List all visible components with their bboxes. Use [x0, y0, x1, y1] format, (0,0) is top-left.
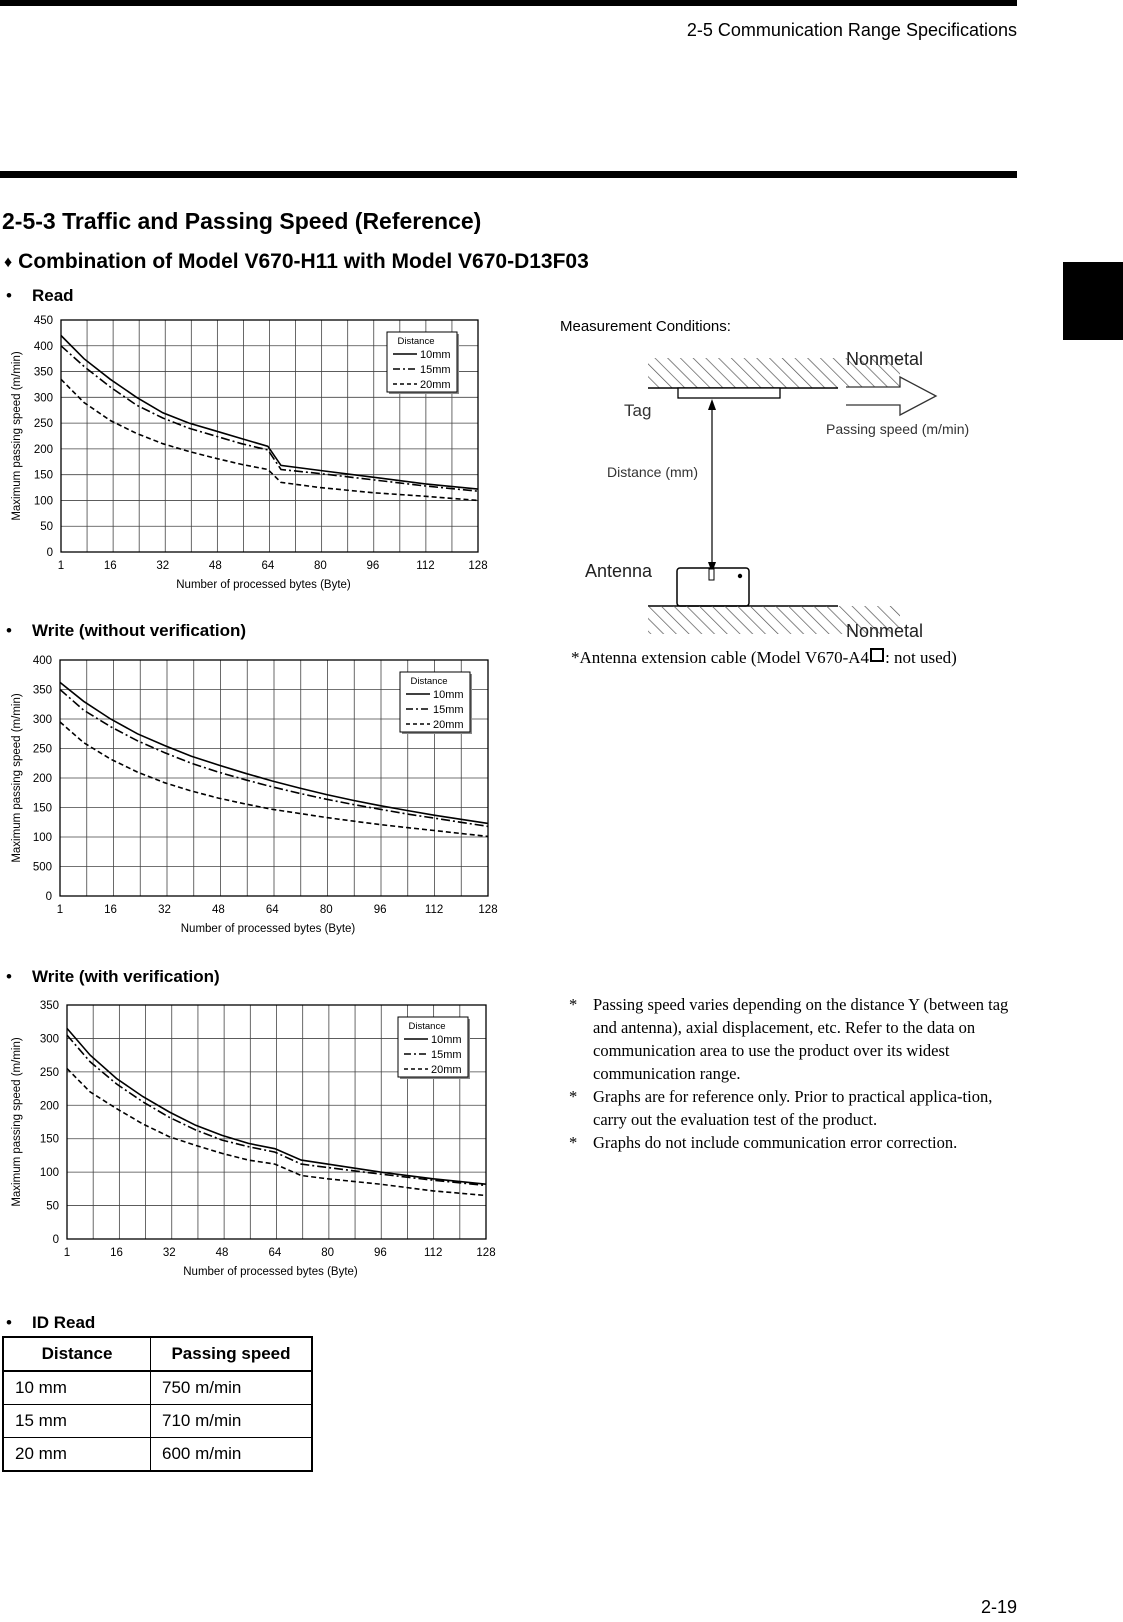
header-section-title: 2-5 Communication Range Specifications	[686, 20, 1017, 40]
cable-note-suffix: : not used)	[885, 648, 957, 667]
table-cell-distance: 10 mm	[3, 1371, 151, 1405]
y-tick-label: 50	[46, 1200, 59, 1213]
x-tick-label: 48	[208, 560, 222, 572]
note-text: Graphs are for reference only. Prior to practical applica-tion, carry out the evaluation test of the product.	[593, 1087, 993, 1129]
x-tick-label: 80	[319, 904, 333, 916]
passing-speed-label: Passing speed (m/min)	[826, 421, 970, 437]
y-tick-label: 300	[33, 392, 53, 405]
y-tick-label: 350	[32, 684, 52, 697]
tag-shape	[678, 388, 780, 398]
id-read-table	[2, 1336, 313, 1472]
notes-list	[569, 993, 1019, 1154]
x-tick-label: 1	[57, 560, 65, 572]
legend-label: 10mm	[420, 349, 451, 361]
y-tick-label: 300	[32, 714, 52, 726]
x-axis-label: Number of processed bytes (Byte)	[183, 1266, 358, 1278]
y-axis-label: Maximum passing speed (m/min)	[11, 351, 23, 521]
bullet-write-no-verify-label: Write (without verification)	[32, 621, 247, 640]
legend-label: 20mm	[420, 379, 451, 391]
bullet-id-read-label: ID Read	[32, 1313, 96, 1332]
y-tick-label: 100	[39, 1167, 59, 1180]
y-tick-label: 0	[46, 547, 53, 559]
y-tick-label: 300	[39, 1033, 59, 1046]
note-item	[569, 993, 1019, 1085]
x-tick-label: 112	[424, 1247, 443, 1259]
note-star: *	[569, 1087, 578, 1106]
x-tick-label: 112	[416, 560, 435, 572]
legend-label: 10mm	[433, 689, 464, 701]
antenna-cable-note	[571, 648, 957, 668]
y-tick-label: 0	[45, 891, 52, 903]
x-tick-label: 96	[366, 560, 380, 572]
y-tick-label: 200	[39, 1100, 59, 1113]
x-tick-label: 80	[313, 560, 327, 572]
table-row	[3, 1405, 312, 1438]
y-tick-label: 150	[33, 469, 53, 482]
tag-label: Tag	[624, 401, 652, 420]
bullet-dot-icon: •	[6, 1313, 12, 1332]
antenna-connector	[709, 569, 714, 580]
bullet-dot-icon: •	[6, 967, 12, 986]
x-tick-label: 128	[476, 1247, 496, 1259]
y-tick-label: 150	[32, 802, 52, 815]
table-row	[3, 1438, 312, 1472]
table-row	[3, 1371, 312, 1405]
x-tick-label: 64	[261, 560, 275, 572]
legend-label: 20mm	[433, 719, 464, 731]
table-header-distance: Distance	[3, 1337, 151, 1371]
x-tick-label: 1	[63, 1247, 71, 1259]
y-tick-label: 250	[39, 1066, 59, 1079]
legend-title: Distance	[408, 1021, 446, 1032]
chapter-tab	[1063, 262, 1123, 340]
measurement-conditions-label: Measurement Conditions:	[560, 318, 731, 335]
y-tick-label: 350	[33, 366, 53, 379]
x-axis-label: Number of processed bytes (Byte)	[176, 579, 351, 591]
note-item	[569, 1085, 1019, 1131]
y-tick-label: 250	[32, 743, 52, 756]
note-text: Passing speed varies depending on the distance Y (between tag and antenna), axial displacement, etc. Refer to the data on communication area to use the product over its widest communication range.	[593, 995, 1009, 1083]
x-tick-label: 80	[321, 1247, 335, 1259]
y-tick-label: 150	[39, 1133, 59, 1146]
bullet-id-read	[0, 1313, 95, 1333]
x-tick-label: 1	[56, 904, 64, 916]
x-tick-label: 128	[478, 904, 498, 916]
table-header-passing-speed: Passing speed	[151, 1337, 313, 1371]
y-tick-label: 50	[40, 521, 53, 534]
y-axis-label: Maximum passing speed (m/min)	[11, 1037, 23, 1207]
legend-label: 15mm	[433, 704, 464, 716]
placeholder-box-icon	[870, 648, 884, 662]
x-tick-label: 32	[158, 904, 171, 916]
table-cell-speed: 710 m/min	[151, 1405, 313, 1438]
nonmetal-bottom-label: Nonmetal	[846, 621, 924, 641]
measurement-diagram	[560, 340, 1000, 650]
bullet-dot-icon: •	[6, 621, 12, 640]
bullet-write-verify-label: Write (with verification)	[32, 967, 220, 986]
page-number: 2-19	[980, 1597, 1017, 1617]
x-tick-label: 16	[110, 1247, 123, 1259]
legend-label: 15mm	[420, 364, 451, 376]
y-tick-label: 100	[33, 495, 53, 508]
section-heading: 2-5-3 Traffic and Passing Speed (Reference)	[2, 208, 482, 234]
subsection-heading-text: Combination of Model V670-H11 with Model V670-D13F03	[18, 250, 589, 273]
diamond-icon: ♦	[4, 254, 13, 271]
table-cell-distance: 15 mm	[3, 1405, 151, 1438]
x-tick-label: 112	[424, 904, 444, 916]
legend-title: Distance	[410, 676, 448, 687]
y-tick-label: 500	[32, 861, 52, 874]
note-star: *	[569, 1133, 578, 1152]
x-tick-label: 96	[374, 1247, 387, 1259]
nonmetal-top-label: Nonmetal	[846, 349, 924, 369]
table-cell-distance: 20 mm	[3, 1438, 151, 1472]
x-tick-label: 96	[373, 904, 387, 916]
x-tick-label: 48	[211, 904, 225, 916]
table-header-row	[3, 1337, 312, 1371]
x-tick-label: 32	[162, 1247, 176, 1259]
x-tick-label: 48	[215, 1247, 229, 1259]
distance-label: Distance (mm)	[607, 464, 699, 480]
legend-label: 15mm	[431, 1049, 462, 1061]
x-tick-label: 16	[104, 904, 117, 916]
y-tick-label: 400	[32, 655, 52, 667]
y-tick-label: 200	[32, 773, 52, 785]
note-text: Graphs do not include communication error correction.	[593, 1133, 958, 1152]
bullet-dot-icon: •	[6, 286, 12, 305]
table-cell-speed: 600 m/min	[151, 1438, 313, 1472]
y-tick-label: 0	[52, 1234, 59, 1246]
write-verify-chart	[0, 0, 540, 1290]
x-tick-label: 128	[468, 560, 488, 572]
x-tick-label: 32	[156, 560, 170, 572]
x-tick-label: 16	[103, 560, 117, 572]
note-star: *	[569, 995, 578, 1014]
y-tick-label: 250	[33, 418, 53, 431]
y-tick-label: 450	[33, 315, 53, 327]
x-tick-label: 64	[268, 1247, 282, 1259]
legend-label: 10mm	[431, 1034, 462, 1046]
antenna-indicator	[738, 574, 742, 578]
antenna-label: Antenna	[585, 561, 653, 581]
legend-title: Distance	[397, 336, 435, 347]
distance-arrowhead-up-icon	[708, 399, 716, 410]
y-tick-label: 100	[32, 832, 52, 844]
y-tick-label: 400	[33, 340, 53, 353]
legend-label: 20mm	[431, 1064, 462, 1076]
x-axis-label: Number of processed bytes (Byte)	[180, 923, 356, 935]
y-axis-label: Maximum passing speed (m/min)	[11, 693, 23, 863]
table-cell-speed: 750 m/min	[151, 1371, 313, 1405]
y-tick-label: 350	[39, 1000, 59, 1012]
cable-note-text: *Antenna extension cable (Model V670-A4	[571, 648, 870, 667]
y-tick-label: 200	[33, 443, 53, 456]
note-item	[569, 1131, 1019, 1154]
x-tick-label: 64	[265, 904, 279, 916]
bullet-read-label: Read	[32, 286, 74, 305]
